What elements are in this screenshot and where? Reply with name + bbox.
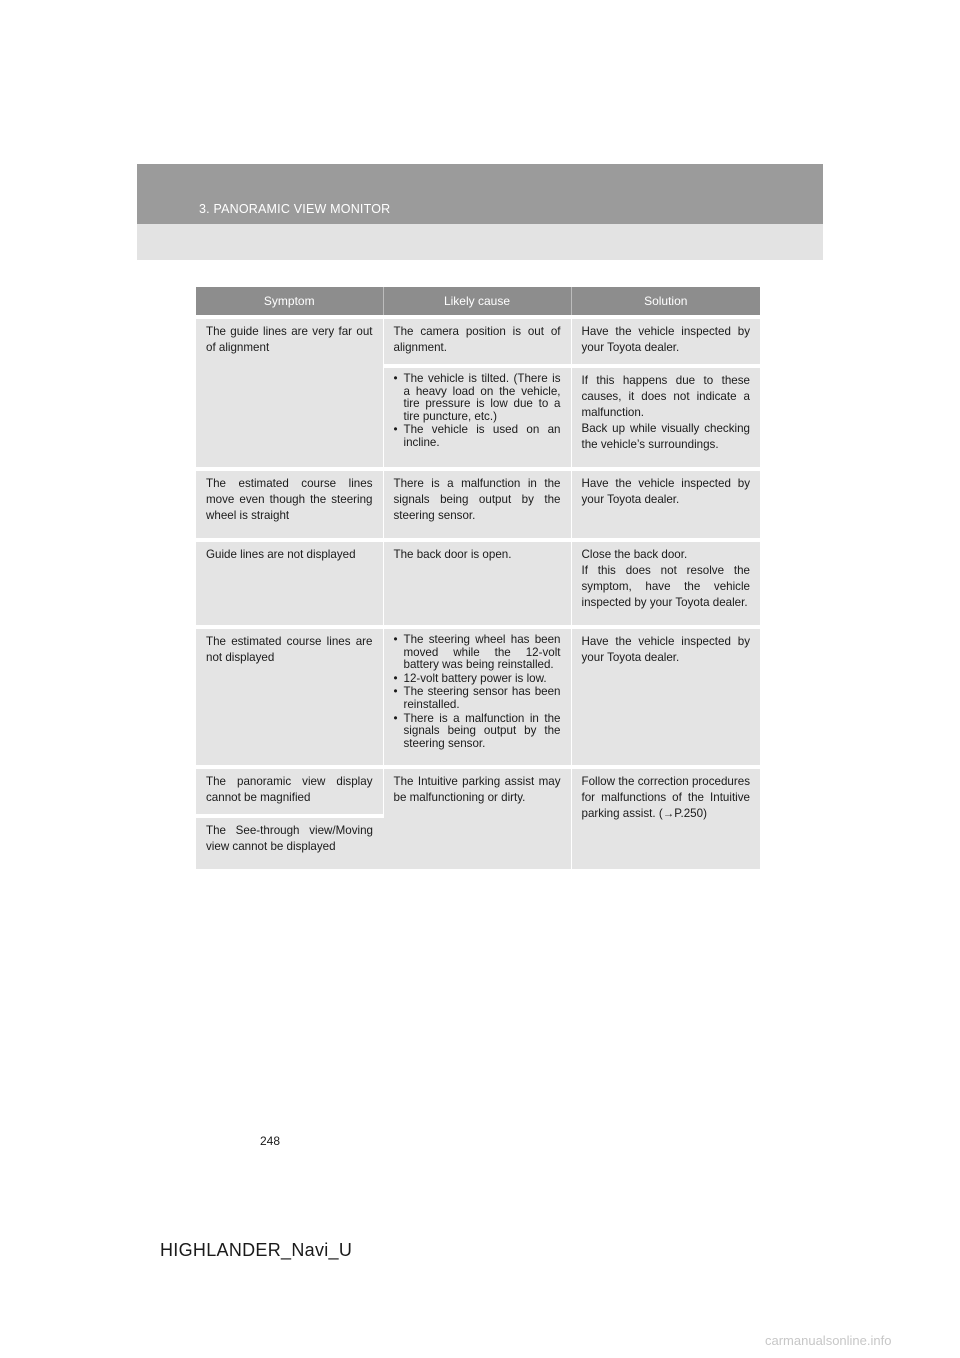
cause-cell <box>383 366 571 469</box>
cause-bullet-list <box>394 634 561 750</box>
troubleshooting-table <box>196 287 760 869</box>
column-header-solution: Solution <box>571 287 760 317</box>
symptom-cell: Guide lines are not displayed <box>196 540 383 627</box>
cause-cell: The Intuitive parking assist may be malfunctioning or dirty. <box>383 767 571 869</box>
symptom-cell: The panoramic view display cannot be magnified <box>196 767 383 816</box>
cause-cell <box>383 627 571 767</box>
table-row <box>196 767 760 816</box>
solution-cell: Have the vehicle inspected by your Toyota dealer. <box>571 317 760 366</box>
solution-cell <box>571 366 760 469</box>
page-number: 248 <box>260 1134 281 1148</box>
section-title: 3. PANORAMIC VIEW MONITOR <box>199 202 391 216</box>
table-row <box>196 540 760 627</box>
solution-line: Back up while visually checking the vehicle’s surroundings. <box>581 422 750 451</box>
symptom-cell: The estimated course lines are not displayed <box>196 627 383 767</box>
section-header-band <box>137 164 823 260</box>
list-item: • 12-volt battery power is low. <box>394 673 561 686</box>
list-item: • The steering wheel has been moved while the 12-volt battery was being reinstalled. <box>394 634 561 672</box>
column-header-symptom: Symptom <box>196 287 383 317</box>
cause-cell: The camera position is out of alignment. <box>383 317 571 366</box>
symptom-cell: The See-through view/Moving view cannot be displayed <box>196 816 383 869</box>
cause-bullet-list <box>394 373 561 450</box>
solution-cell: Have the vehicle inspected by your Toyota dealer. <box>571 469 760 540</box>
solution-cell: Have the vehicle inspected by your Toyota dealer. <box>571 627 760 767</box>
symptom-cell: The estimated course lines move even though the steering wheel is straight <box>196 469 383 540</box>
section-header-bar <box>137 164 823 224</box>
column-header-likely-cause: Likely cause <box>383 287 571 317</box>
cause-cell: There is a malfunction in the signals being output by the steering sensor. <box>383 469 571 540</box>
solution-cell <box>571 540 760 627</box>
cause-cell: The back door is open. <box>383 540 571 627</box>
table-row <box>196 317 760 366</box>
solution-line: Close the back door. <box>581 548 688 561</box>
list-item: • The vehicle is used on an incline. <box>394 424 561 449</box>
list-item: • The vehicle is tilted. (There is a heavy load on the vehicle, tire pressure is low due to a tire puncture, etc.) <box>394 373 561 423</box>
document-id: HIGHLANDER_Navi_U <box>160 1240 353 1260</box>
table-row <box>196 469 760 540</box>
table-row <box>196 627 760 767</box>
table-header-row <box>196 287 760 317</box>
watermark: carmanualsonline.info <box>765 1333 892 1348</box>
symptom-cell: The guide lines are very far out of alignment <box>196 317 383 469</box>
list-item: • The steering sensor has been reinstalled. <box>394 686 561 711</box>
solution-line: If this happens due to these causes, it does not indicate a malfunction. <box>581 374 750 419</box>
solution-cell: Follow the correction procedures for malfunctions of the Intuitive parking assist. (→P.250) <box>571 767 760 869</box>
list-item: • There is a malfunction in the signals being output by the steering sensor. <box>394 713 561 751</box>
solution-line: If this does not resolve the symptom, have the vehicle inspected by your Toyota dealer. <box>581 564 750 609</box>
